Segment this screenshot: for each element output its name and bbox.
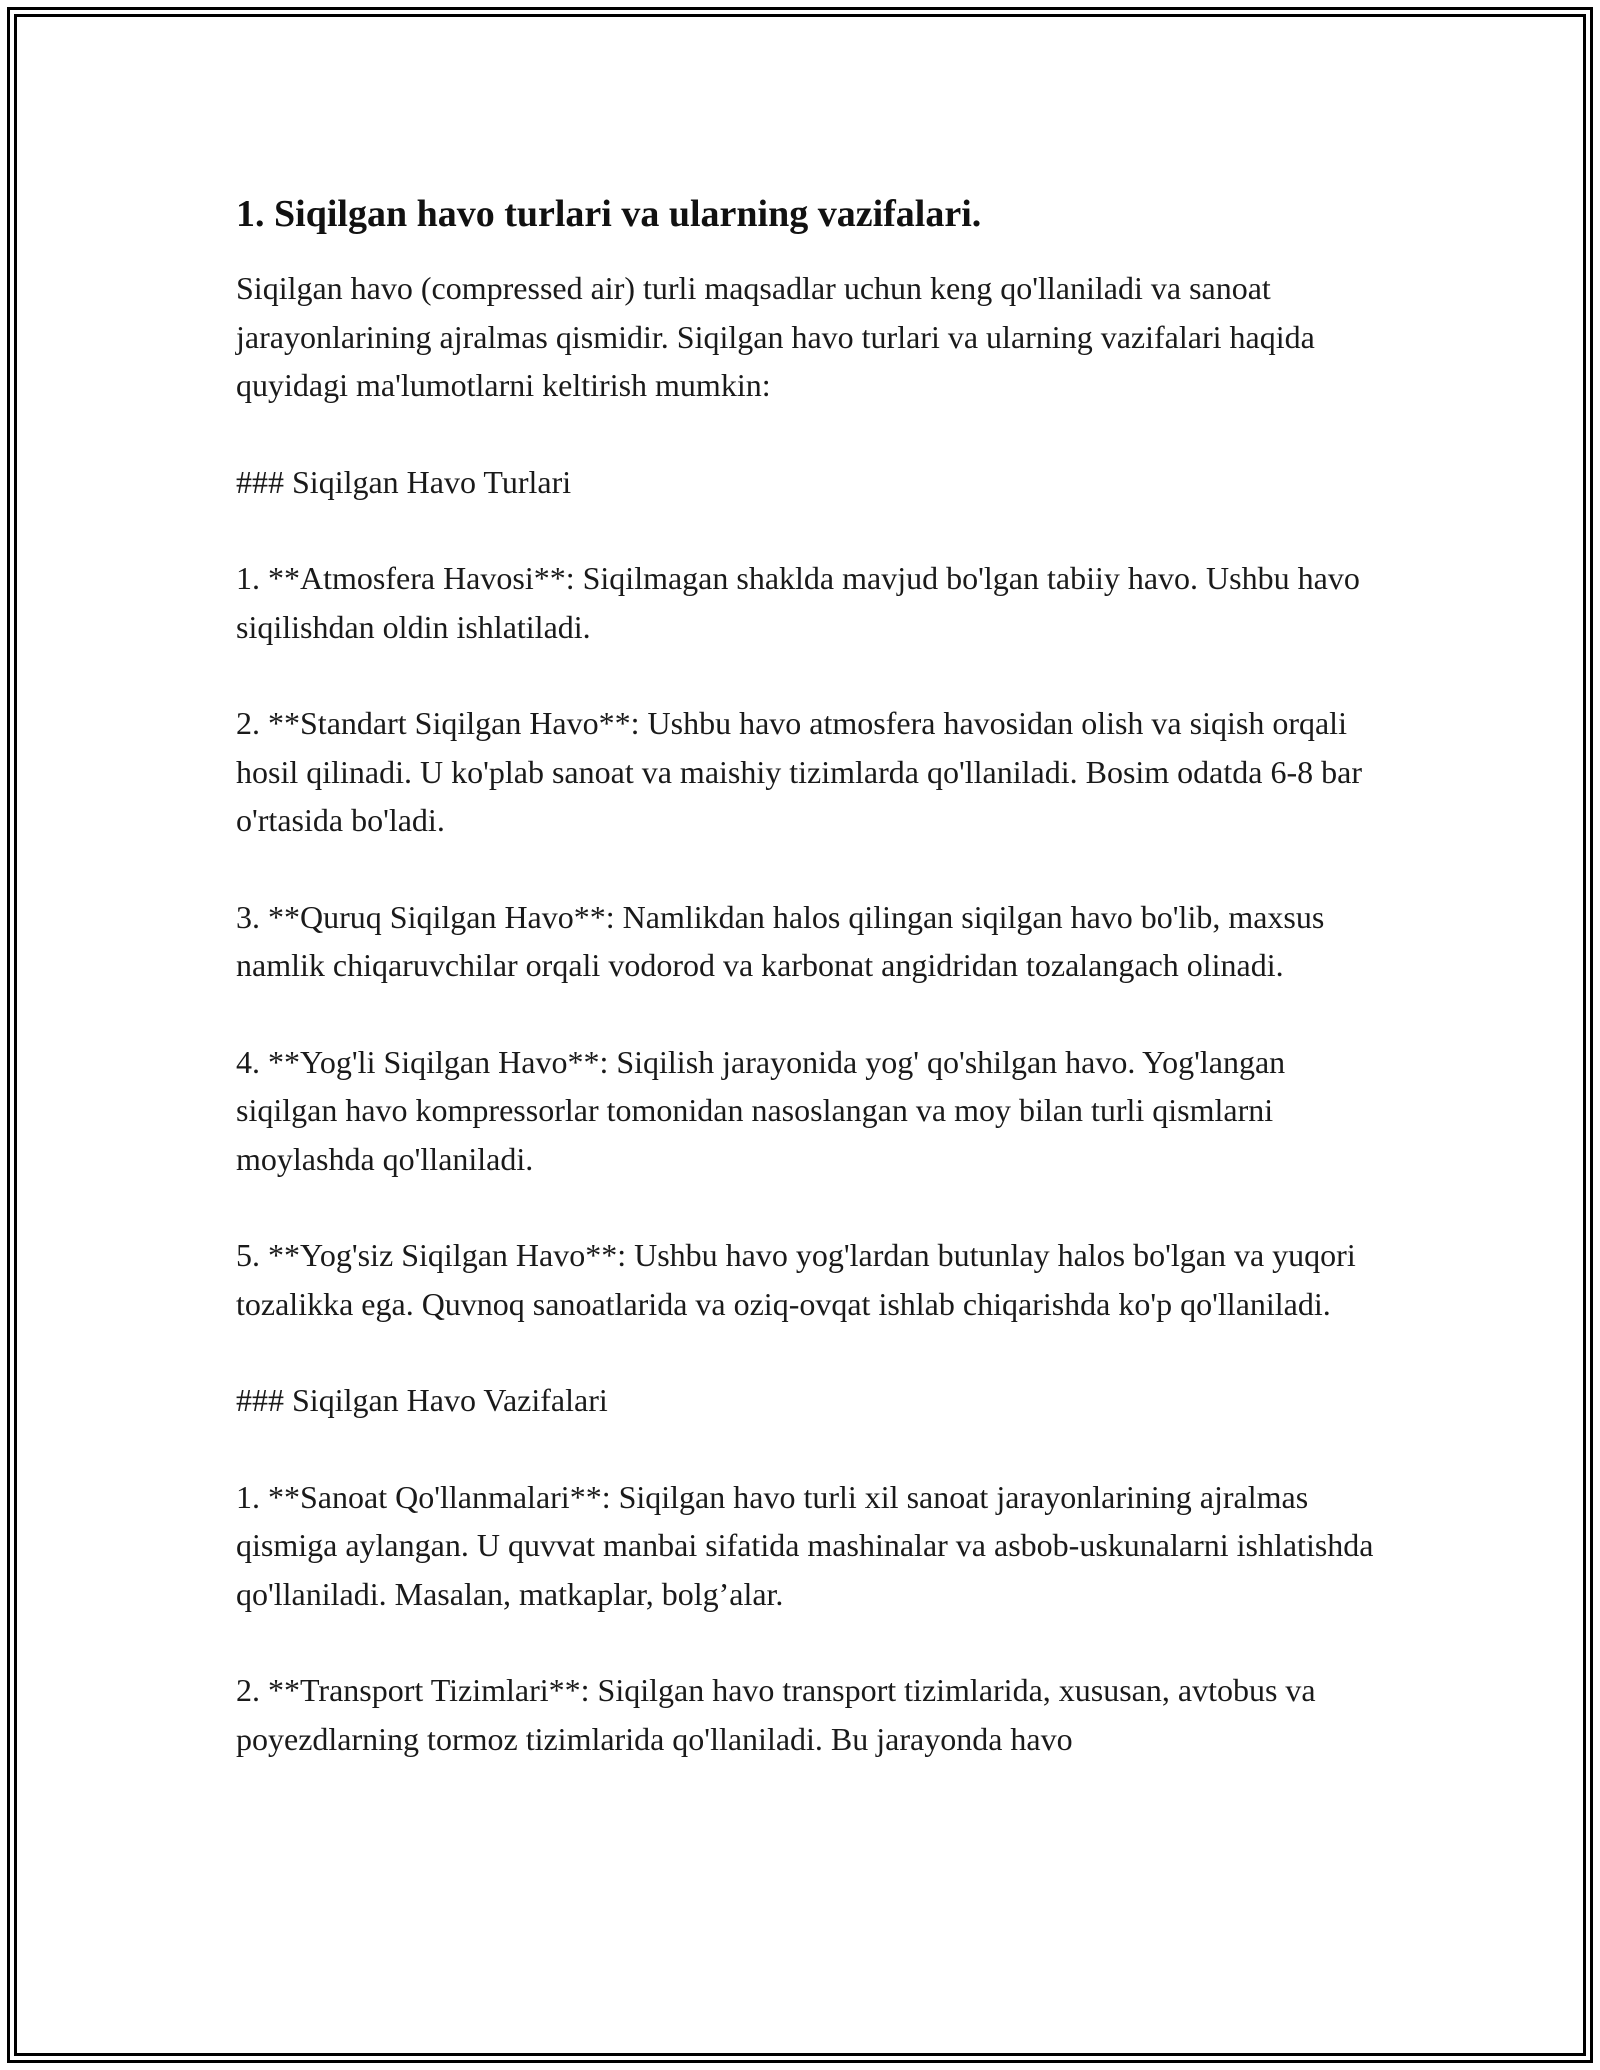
list-item-type-3: 3. **Quruq Siqilgan Havo**: Namlikdan halos qilingan siqilgan havo bo'lib, maxsus namlik chiqaruvchilar orqali vodorod va karbonat angidridan tozalangach olinadi. — [236, 898, 1325, 983]
list-item-type-5: 5. **Yog'siz Siqilgan Havo**: Ushbu havo yog'lardan butunlay halos bo'lgan va yuqori tozalikka ega. Quvnoq sanoatlarida va oziq-ovqat ishlab chiqarishda ko'p qo'llaniladi. — [236, 1237, 1356, 1322]
section-heading-types: ### Siqilgan Havo Turlari — [236, 463, 572, 500]
list-item-function-2: 2. **Transport Tizimlari**: Siqilgan havo transport tizimlarida, xususan, avtobus va poyezdlarning tormoz tizimlarida qo'llaniladi. Bu jarayonda havo — [236, 1672, 1316, 1757]
list-item-type-4: 4. **Yog'li Siqilgan Havo**: Siqilish jarayonida yog' qo'shilgan havo. Yog'langan siqilgan havo kompressorlar tomonidan nasoslangan va moy bilan turli qismlarni moylashda qo'llaniladi. — [236, 1043, 1286, 1177]
section-heading-functions: ### Siqilgan Havo Vazifalari — [236, 1382, 608, 1418]
intro-paragraph: Siqilgan havo (compressed air) turli maqsadlar uchun keng qo'llaniladi va sanoat jarayonlarining ajralmas qismidir. Siqilgan havo turlari va ularning vazifalari haqida quyidagi ma'lumotlarni keltirish mumkin: — [236, 270, 1315, 403]
list-item-type-1: 1. **Atmosfera Havosi**: Siqilmagan shaklda mavjud bo'lgan tabiiy havo. Ushbu havo siqilishdan oldin ishlatiladi. — [236, 560, 1360, 645]
document-body — [236, 190, 1376, 1763]
page-title: 1. Siqilgan havo turlari va ularning vazifalari. — [236, 193, 982, 235]
list-item-type-2: 2. **Standart Siqilgan Havo**: Ushbu havo atmosfera havosidan olish va siqish orqali hosil qilinadi. U ko'plab sanoat va maishiy tizimlarda qo'llaniladi. Bosim odatda 6-8 bar o'rtasida bo'ladi. — [236, 705, 1362, 838]
list-item-function-1: 1. **Sanoat Qo'llanmalari**: Siqilgan havo turli xil sanoat jarayonlarining ajralmas qismiga aylangan. U quvvat manbai sifatida mashinalar va asbob-uskunalarni ishlatishda qo'llaniladi. Masalan, matkaplar, bolg’alar. — [236, 1478, 1374, 1612]
